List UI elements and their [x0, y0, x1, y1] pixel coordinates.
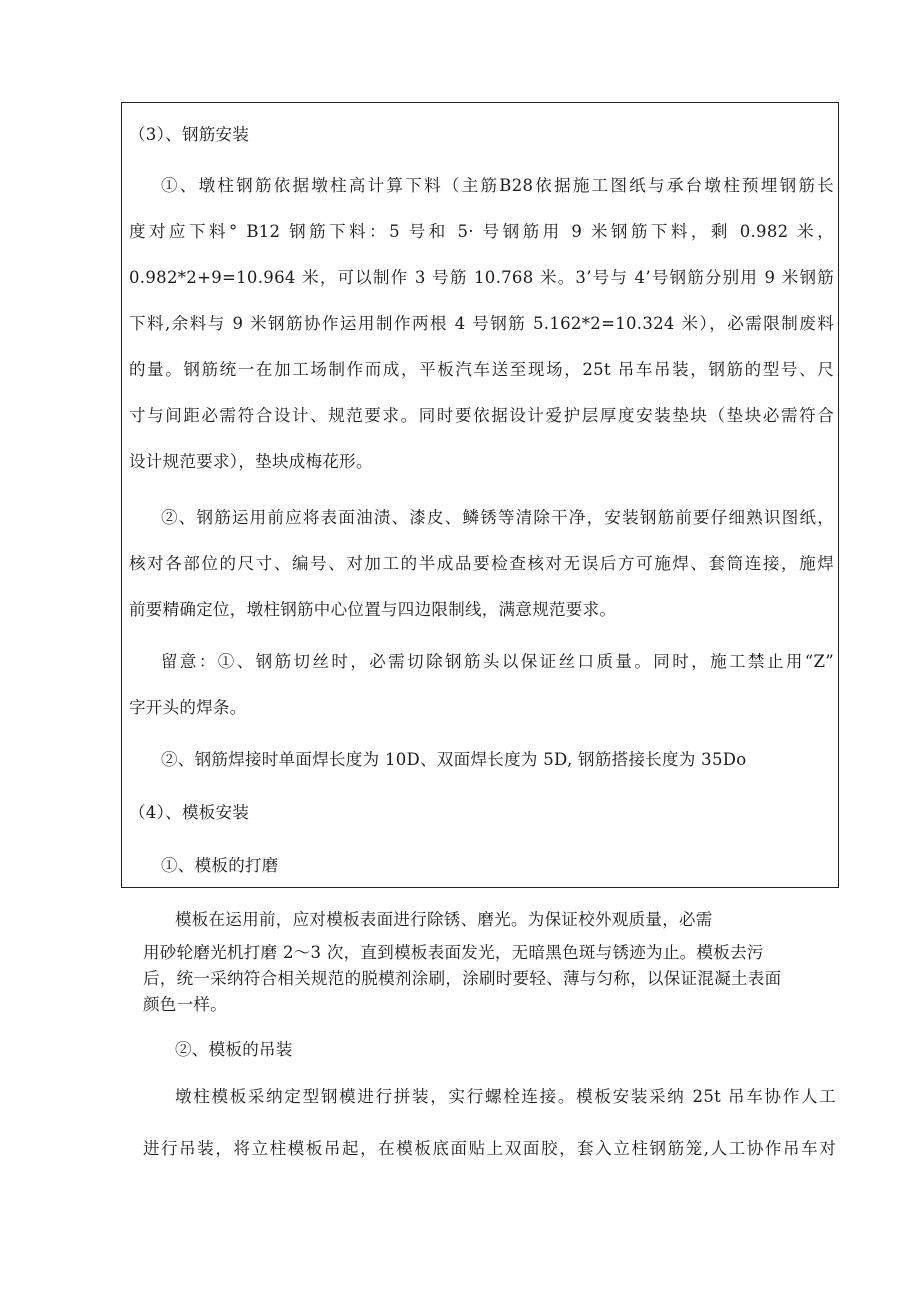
- paragraph-line: 核对各部位的尺寸、编号、对加工的半成品要检查核对无误后方可施焊、套筒连接，施焊: [129, 554, 834, 573]
- paragraph-line: 0.982*2+9=10.964 米，可以制作 3 号筋 10.768 米。3’号与 4’号钢筋分别用 9 米钢筋: [129, 268, 834, 287]
- paragraph-line: 后，统一采纳符合相关规范的脱模剂涂刷，涂刷时要轻、薄与匀称，以保证混凝土表面: [143, 969, 782, 988]
- paragraph-line: 用砂轮磨光机打磨 2～3 次，直到模板表面发光，无暗黑色斑与锈迹为止。模板去污: [143, 943, 764, 962]
- paragraph-line: 墩柱模板采纳定型钢模进行拼装，实行螺栓连接。模板安装采纳 25t 吊车协作人工: [175, 1087, 836, 1106]
- paragraph-line: 寸与间距必需符合设计、规范要求。同时要依据设计爱护层厚度安装垫块（垫块必需符合: [129, 406, 834, 425]
- sub-heading: ①、模板的打磨: [161, 856, 279, 875]
- paragraph-line: 颜色一样。: [143, 995, 227, 1014]
- note-line: 留意：①、钢筋切丝时，必需切除钢筋头以保证丝口质量。同时，施工禁止用“Z”: [161, 652, 834, 671]
- paragraph-line: 的量。钢筋统一在加工场制作而成，平板汽车送至现场，25t 吊车吊装，钢筋的型号、尺: [129, 360, 834, 379]
- section-heading-4: （4）、模板安装: [129, 803, 250, 822]
- content-table-box: [121, 102, 839, 888]
- paragraph-line: 设计规范要求），垫块成梅花形。: [129, 452, 373, 471]
- note-line: ②、钢筋焊接时单面焊长度为 10D、双面焊长度为 5D, 钢筋搭接长度为 35Do: [161, 750, 747, 769]
- note-line: 字开头的焊条。: [129, 698, 247, 717]
- paragraph-line: 下料,余料与 9 米钢筋协作运用制作两根 4 号钢筋 5.162*2=10.324 米），必需限制废料: [129, 314, 834, 333]
- paragraph-line: 模板在运用前，应对模板表面进行除锈、磨光。为保证校外观质量，必需: [175, 910, 713, 929]
- sub-heading: ②、模板的吊装: [175, 1040, 293, 1059]
- paragraph-line: 度对应下料° B12 钢筋下料：5 号和 5· 号钢筋用 9 米钢筋下料，剩 0.982 米，: [129, 222, 834, 241]
- paragraph-line: 进行吊装，将立柱模板吊起，在模板底面贴上双面胶，套入立柱钢筋笼,人工协作吊车对: [143, 1139, 836, 1158]
- paragraph-line: ①、墩柱钢筋依据墩柱高计算下料（主筋B28依据施工图纸与承台墩柱预埋钢筋长: [161, 176, 834, 195]
- section-heading-3: （3）、钢筋安装: [129, 125, 250, 144]
- paragraph-line: ②、钢筋运用前应将表面油渍、漆皮、鳞锈等清除干净，安装钢筋前要仔细熟识图纸，: [161, 508, 834, 527]
- paragraph-line: 前要精确定位，墩柱钢筋中心位置与四边限制线，满意规范要求。: [129, 600, 617, 619]
